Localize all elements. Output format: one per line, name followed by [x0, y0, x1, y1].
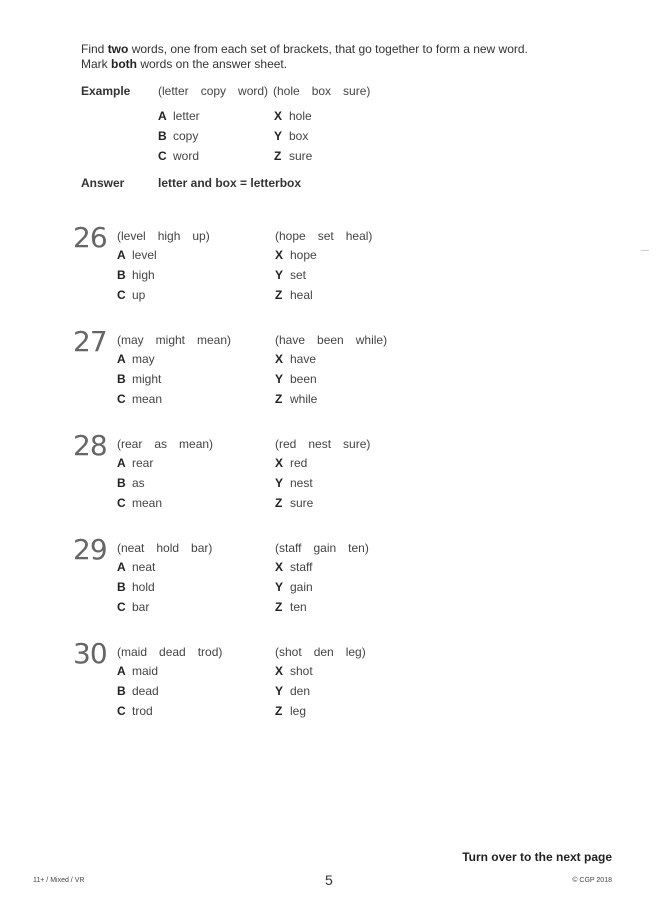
- question-number: 26: [73, 221, 107, 254]
- right-bracket: (staff gain ten): [275, 541, 369, 555]
- right-bracket: (have been while): [275, 333, 388, 347]
- option-a: A maid: [117, 664, 159, 678]
- option-a: A may: [117, 352, 155, 366]
- right-bracket: (shot den leg): [275, 645, 366, 659]
- option-x: X staff: [275, 560, 313, 574]
- option-c: C trod: [117, 704, 153, 718]
- option-z: Z sure: [275, 496, 314, 510]
- question-number: 27: [73, 325, 107, 358]
- right-bracket: (hope set heal): [275, 229, 373, 243]
- option-x: X shot: [275, 664, 313, 678]
- right-bracket: (red nest sure): [275, 437, 371, 451]
- example-label: Example: [81, 84, 131, 98]
- instruction-line-2: Mark both words on the answer sheet.: [81, 57, 288, 71]
- option-z: Z heal: [275, 288, 313, 302]
- option-b: B dead: [117, 684, 159, 698]
- question-28: [0, 429, 660, 537]
- copyright: © CGP 2018: [572, 877, 612, 884]
- option-c: C mean: [117, 496, 163, 510]
- answer-label: Answer: [81, 176, 125, 190]
- left-bracket: (rear as mean): [117, 437, 214, 451]
- question-number: 30: [73, 637, 107, 670]
- answer-text: letter and box = letterbox: [158, 176, 302, 190]
- option-b: B might: [117, 372, 162, 386]
- question-27: [0, 325, 660, 433]
- option-c: C bar: [117, 600, 150, 614]
- option-a: A rear: [117, 456, 154, 470]
- left-bracket: (neat hold bar): [117, 541, 213, 555]
- left-bracket: (may might mean): [117, 333, 232, 347]
- option-z: Z ten: [275, 600, 307, 614]
- example-option-y: Y box: [274, 129, 309, 143]
- option-z: Z leg: [275, 704, 307, 718]
- example-option-c: C word: [158, 149, 200, 163]
- left-bracket: (level high up): [117, 229, 210, 243]
- question-26: [0, 221, 660, 329]
- option-b: B as: [117, 476, 145, 490]
- option-y: Y nest: [275, 476, 313, 490]
- option-b: B high: [117, 268, 155, 282]
- option-x: X red: [275, 456, 308, 470]
- question-29: [0, 533, 660, 641]
- option-x: X have: [275, 352, 317, 366]
- question-30: [0, 637, 660, 745]
- example-option-a: A letter: [158, 109, 200, 123]
- question-number: 29: [73, 533, 107, 566]
- example-left-bracket: (letter copy word): [158, 84, 269, 98]
- option-c: C up: [117, 288, 146, 302]
- option-a: A neat: [117, 560, 156, 574]
- left-bracket: (maid dead trod): [117, 645, 223, 659]
- option-a: A level: [117, 248, 157, 262]
- page-number: 5: [325, 872, 333, 888]
- example-option-z: Z sure: [274, 149, 313, 163]
- turn-over-note: Turn over to the next page: [462, 850, 612, 864]
- option-c: C mean: [117, 392, 163, 406]
- option-y: Y been: [275, 372, 317, 386]
- option-y: Y set: [275, 268, 307, 282]
- question-number: 28: [73, 429, 107, 462]
- option-y: Y den: [275, 684, 311, 698]
- instruction-line-1: Find two words, one from each set of brackets, that go together to form a new word.: [81, 42, 528, 56]
- option-z: Z while: [275, 392, 318, 406]
- option-y: Y gain: [275, 580, 313, 594]
- example-right-bracket: (hole box sure): [273, 84, 371, 98]
- example-option-x: X hole: [274, 109, 312, 123]
- option-b: B hold: [117, 580, 155, 594]
- option-x: X hope: [275, 248, 317, 262]
- page-edge-mark: [641, 250, 649, 251]
- series-label: 11+ / Mixed / VR: [33, 877, 85, 884]
- example-option-b: B copy: [158, 129, 199, 143]
- instructions: [81, 42, 601, 72]
